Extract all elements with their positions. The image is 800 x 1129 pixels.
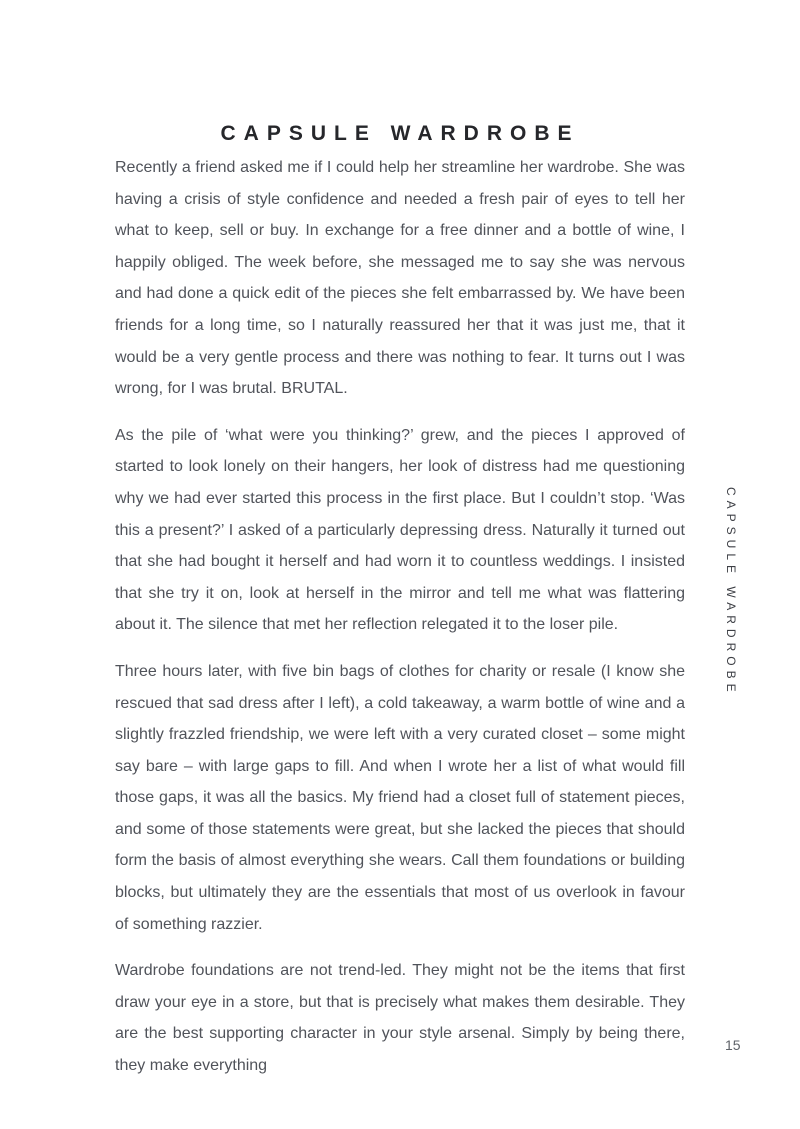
article-body xyxy=(115,152,685,1082)
paragraph: Three hours later, with five bin bags of clothes for charity or resale (I know she rescued that sad dress after I left), a cold takeaway, a warm bottle of wine and a slightly frazzled friendship, we were left with a very curated closet – some might say bare – with large gaps to fill. And when I wrote her a list of what would fill those gaps, it was all the basics. My friend had a closet full of statement pieces, and some of those statements were great, but she lacked the pieces that should form the basis of almost everything she wears. Call them foundations or building blocks, but ultimately they are the essentials that most of us overlook in favour of something razzier. xyxy=(115,662,685,933)
paragraph: As the pile of ‘what were you thinking?’ grew, and the pieces I approved of started to look lonely on their hangers, her look of distress had me questioning why we had ever started this process in the first place. But I couldn’t stop. ‘Was this a present?’ I asked of a particularly depressing dress. Naturally it turned out that she had bought it herself and had worn it to countless weddings. I insisted that she try it on, look at herself in the mirror and tell me what was flattering about it. The silence that met her reflection relegated it to the loser pile. xyxy=(115,426,685,634)
paragraph: Recently a friend asked me if I could help her streamline her wardrobe. She was having a crisis of style confidence and needed a fresh pair of eyes to tell her what to keep, sell or buy. In exchange for a free dinner and a bottle of wine, I happily obliged. The week before, she messaged me to say she was nervous and had done a quick edit of the pieces she felt embarrassed by. We have been friends for a long time, so I naturally reassured her that it was just me, that it would be a very gentle process and there was nothing to fear. It turns out I was wrong, for I was brutal. BRUTAL. xyxy=(115,159,685,398)
running-head-vertical: CAPSULE WARDROBE xyxy=(724,487,738,697)
page-number: 15 xyxy=(725,1037,741,1053)
paragraph: Wardrobe foundations are not trend-led. They might not be the items that first draw your eye in a store, but that is precisely what makes them desirable. They are the best supporting character in your style arsenal. Simply by being there, they make everything xyxy=(115,962,685,1075)
chapter-title: CAPSULE WARDROBE xyxy=(220,122,580,146)
